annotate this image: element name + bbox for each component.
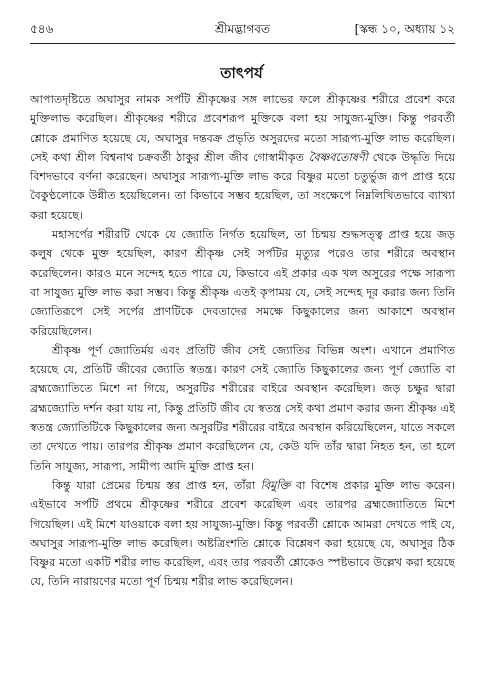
- page-number: ৫৪৬: [30, 22, 54, 36]
- paragraph-2: মহাসর্পের শরীরটি থেকে যে জ্যোতি নির্গত হয়েছিল, তা চিন্ময় শুদ্ধসত্ত্ব প্রাপ্ত হয়ে জড় কলুষ থেকে মুক্ত হয়েছিল, কারণ শ্রীকৃষ্ণ সেই সর্পটির মৃত্যুর পরেও তার শরীরে অবস্থান করেছিলেন। কারও মনে সন্দেহ হতে পারে যে, কিভাবে এই প্রকার এক খল অসুরের পক্ষে সারূপ্য বা সাযুজ্য মুক্তি লাভ করা সম্ভব। কিন্তু শ্রীকৃষ্ণ এতই কৃপাময় যে, সেই সন্দেহ দূর করার জন্য তিনি জ্যোতিরূপে সেই সর্পের প্রাণটিকে দেবতাদের সমক্ষে কিছুকালের জন্য আকাশে অবস্থান করিয়েছিলেন।: [30, 228, 455, 338]
- section-heading: তাৎপর্য: [220, 64, 263, 82]
- purport-body: [30, 90, 455, 673]
- section-reference: [স্কন্ধ ১০, অধ্যায় ১২: [354, 22, 455, 36]
- paragraph-1: আপাতদৃষ্টিতে অঘাসুর নামক সর্পটি শ্রীকৃষ্ণের সঙ্গ লাভের ফলে শ্রীকৃষ্ণের শরীরে প্রবেশ করে মুক্তিলাভ করেছিল। শ্রীকৃষ্ণের শরীরে প্রবেশরূপ মুক্তিকে বলা হয় সাযুজ্য-মুক্তি। কিন্তু পরবর্তী শ্লোকে প্রমাণিত হয়েছে যে, অঘাসুর দন্তবক্র প্রভৃতি অসুরদের মতো সারূপ্য-মুক্তি লাভ করেছিল। সেই কথা শ্রীল বিশ্বনাথ চক্রবর্তী ঠাকুর শ্রীল জীব গোস্বামীকৃত বৈষ্ণবতোষণী থেকে উদ্ধৃতি দিয়ে বিশদভাবে বর্ণনা করেছেন। অঘাসুর সারূপ্য-মুক্তি লাভ করে বিষ্ণুর মতো চতুর্ভুজ রূপ প্রাপ্ত হয়ে বৈকুণ্ঠলোকে উন্নীত হয়েছিলেন। তা কিভাবে সম্ভব হয়েছিল, তা সংক্ষেপে নিম্নলিখিতভাবে ব্যাখ্যা করা হয়েছে।: [30, 93, 455, 222]
- page-header: [30, 18, 455, 40]
- paragraph-3: শ্রীকৃষ্ণ পূর্ণ জ্যোতির্ময় এবং প্রতিটি জীব সেই জ্যোতির বিভিন্ন অংশ। এখানে প্রমাণিত হয়েছে যে, প্রতিটি জীবের জ্যোতি স্বতন্ত্র। কারণ সেই জ্যোতি কিছুকালের জন্য পূর্ণ জ্যোতি বা ব্রহ্মজ্যোতিতে মিশে না গিয়ে, অসুরটির শরীরের বাইরে অবস্থান করেছিল। জড় চক্ষুর দ্বারা ব্রহ্মজ্যোতি দর্শন করা যায় না, কিন্তু প্রতিটি জীব যে স্বতন্ত্র সেই কথা প্রমাণ করার জন্য শ্রীকৃষ্ণ এই স্বতন্ত্র জ্যোতিটিকে কিছুকালের জন্য অসুরটির শরীরের বাইরে অবস্থান করিয়েছিলেন, যাতে সকলে তা দেখতে পায়। তারপর শ্রীকৃষ্ণ প্রমাণ করেছিলেন যে, কেউ যদি তাঁর দ্বারা নিহত হন, তা হলে তিনি সাযুজ্য, সারূপ্য, সামীপ্য আদি মুক্তি প্রাপ্ত হন।: [30, 343, 455, 473]
- paragraph-4: কিন্তু যারা প্রেমের চিন্ময় স্তর প্রাপ্ত হন, তাঁরা বিমুক্তি বা বিশেষ প্রকার মুক্তি লাভ করেন। এইভাবে সর্পটি প্রথমে শ্রীকৃষ্ণের শরীরে প্রবেশ করেছিল এবং তারপর ব্রহ্মজ্যোতিতে মিশে গিয়েছিল। এই মিশে যাওয়াকে বলা হয় সাযুজ্য-মুক্তি। কিন্তু পরবর্তী শ্লোকে আমরা দেখতে পাই যে, অঘাসুর সারূপ্য-মুক্তি লাভ করেছিল। অষ্টত্রিংশতি শ্লোকে বিশ্লেষণ করা হয়েছে যে, অঘাসুর ঠিক বিষ্ণুর মতো একটি শরীর লাভ করেছিল, এবং তার পরবর্তী শ্লোকেও স্পষ্টভাবে উল্লেখ করা হয়েছে যে, তিনি নারায়ণের মতো পূর্ণ চিন্ময় শরীর লাভ করেছিলেন।: [30, 478, 455, 589]
- header-rule: [30, 43, 455, 44]
- running-title: শ্রীমদ্ভাগবত: [214, 22, 270, 36]
